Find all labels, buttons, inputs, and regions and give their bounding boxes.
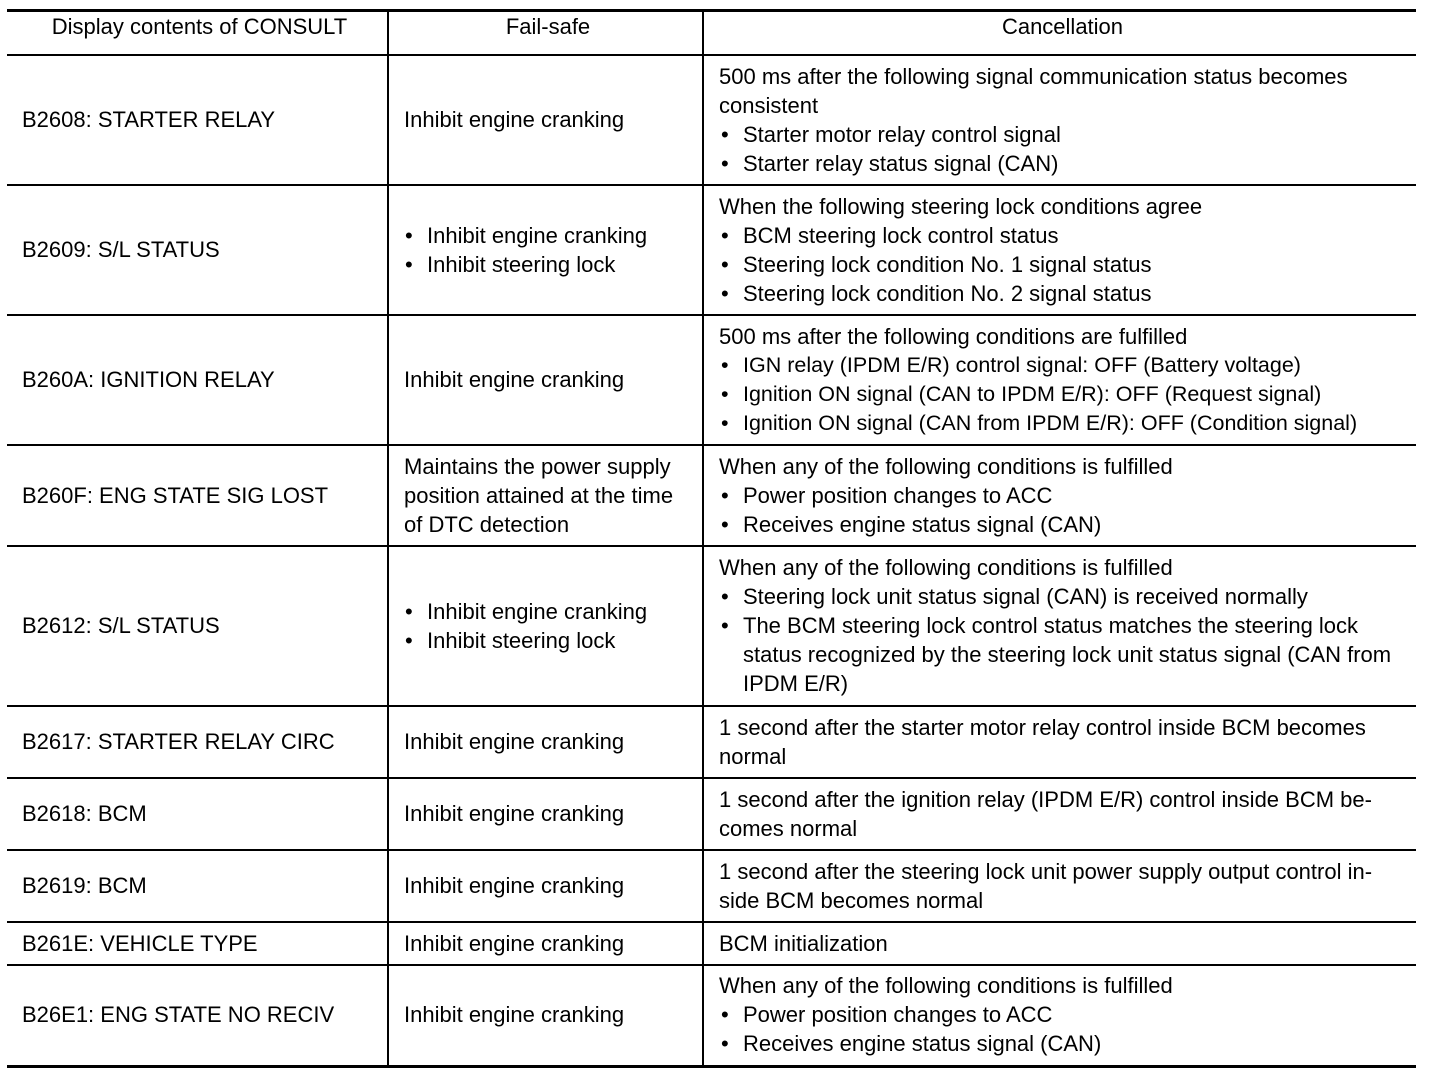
consult-cell: B26E1: ENG STATE NO RECIV <box>7 965 388 1066</box>
failsafe-cell: Inhibit engine cranking <box>388 55 703 185</box>
cancellation-cell <box>703 706 1416 778</box>
header-failsafe: Fail-safe <box>388 11 703 56</box>
cancellation-text: When any of the following conditions is fulfilled <box>719 555 1173 580</box>
failsafe-list <box>403 221 692 279</box>
cancellation-cell <box>703 546 1416 706</box>
cancellation-text: When any of the following conditions is fulfilled <box>719 973 1173 999</box>
table-header <box>7 11 1416 56</box>
list-item: • Power position changes to ACC <box>719 481 1406 510</box>
failsafe-cell: Inhibit engine cranking <box>388 778 703 850</box>
failsafe-cell: Maintains the power supply position attained at the time of DTC detection <box>388 445 703 546</box>
list-item: • Ignition ON signal (CAN from IPDM E/R): OFF (Condition signal) <box>719 409 1412 438</box>
list-item: • Inhibit engine cranking <box>403 221 692 250</box>
cancellation-cell <box>703 965 1416 1066</box>
failsafe-cell: Inhibit engine cranking <box>388 706 703 778</box>
table-row <box>7 55 1416 185</box>
cancellation-list <box>719 221 1406 308</box>
list-item: • Steering lock condition No. 2 signal status <box>719 279 1406 308</box>
table-body <box>7 55 1416 1066</box>
consult-cell: B2618: BCM <box>7 778 388 850</box>
cancellation-cell <box>703 185 1416 315</box>
consult-cell: B2609: S/L STATUS <box>7 185 388 315</box>
table-row <box>7 546 1416 706</box>
failsafe-list <box>403 597 692 655</box>
cancellation-cell <box>703 778 1416 850</box>
cancellation-text: When any of the following conditions is fulfilled <box>719 453 1173 479</box>
cancellation-text: When the following steering lock conditions agree <box>719 193 1203 219</box>
consult-cell: B260F: ENG STATE SIG LOST <box>7 445 388 546</box>
cancellation-list <box>719 582 1406 698</box>
cancellation-cell <box>703 315 1416 445</box>
list-item: • Receives engine status signal (CAN) <box>719 1029 1406 1058</box>
list-item: • BCM steering lock control status <box>719 221 1406 250</box>
list-item: • Power position changes to ACC <box>719 1000 1406 1029</box>
cancellation-text: 1 second after the steering lock unit power supply output control in-side BCM becomes normal <box>719 858 1373 913</box>
list-item: • Receives engine status signal (CAN) <box>719 510 1406 539</box>
list-item: • Inhibit steering lock <box>403 626 692 655</box>
failsafe-cell: Inhibit engine cranking <box>388 850 703 922</box>
list-item: • Steering lock condition No. 1 signal status <box>719 250 1406 279</box>
header-row <box>7 11 1416 56</box>
cancellation-cell <box>703 445 1416 546</box>
failsafe-cell: Inhibit engine cranking <box>388 965 703 1066</box>
table-row <box>7 965 1416 1066</box>
failsafe-cell: Inhibit engine cranking <box>388 315 703 445</box>
table-row <box>7 185 1416 315</box>
failsafe-cell: Inhibit engine cranking <box>388 922 703 965</box>
consult-cell: B2608: STARTER RELAY <box>7 55 388 185</box>
consult-cell: B2612: S/L STATUS <box>7 546 388 706</box>
header-cancellation: Cancellation <box>703 11 1416 56</box>
consult-cell: B2619: BCM <box>7 850 388 922</box>
failsafe-cell <box>388 546 703 706</box>
cancellation-cell <box>703 55 1416 185</box>
cancellation-text: 1 second after the ignition relay (IPDM E/R) control inside BCM be-comes normal <box>719 786 1372 841</box>
header-consult: Display contents of CONSULT <box>7 11 388 56</box>
list-item: • Inhibit steering lock <box>403 250 692 279</box>
failsafe-table <box>7 9 1416 1068</box>
list-item: • The BCM steering lock control status matches the steering lock status recognized by the steering lock unit status signal (CAN from IPDM E/R) <box>719 611 1406 698</box>
table-row <box>7 850 1416 922</box>
cancellation-text: 1 second after the starter motor relay control inside BCM becomes normal <box>719 714 1366 769</box>
table-row <box>7 778 1416 850</box>
cancellation-list <box>719 120 1406 178</box>
cancellation-list <box>719 1000 1406 1058</box>
cancellation-cell <box>703 922 1416 965</box>
consult-cell: B261E: VEHICLE TYPE <box>7 922 388 965</box>
table-row <box>7 706 1416 778</box>
list-item: • Ignition ON signal (CAN to IPDM E/R): OFF (Request signal) <box>719 380 1412 409</box>
list-item: • Steering lock unit status signal (CAN) is received normally <box>719 582 1406 611</box>
list-item: • IGN relay (IPDM E/R) control signal: OFF (Battery voltage) <box>719 351 1412 380</box>
cancellation-list <box>719 351 1412 438</box>
list-item: • Inhibit engine cranking <box>403 597 692 626</box>
cancellation-cell <box>703 850 1416 922</box>
consult-cell: B2617: STARTER RELAY CIRC <box>7 706 388 778</box>
cancellation-text: 500 ms after the following conditions are fulfilled <box>719 323 1188 349</box>
list-item: • Starter motor relay control signal <box>719 120 1406 149</box>
cancellation-text: BCM initialization <box>719 930 888 956</box>
list-item: • Starter relay status signal (CAN) <box>719 149 1406 178</box>
table-row <box>7 315 1416 445</box>
cancellation-text: 500 ms after the following signal communication status becomes consistent <box>719 63 1348 118</box>
table-row <box>7 445 1416 546</box>
failsafe-cell <box>388 185 703 315</box>
cancellation-list <box>719 481 1406 539</box>
consult-cell: B260A: IGNITION RELAY <box>7 315 388 445</box>
table-row <box>7 922 1416 965</box>
